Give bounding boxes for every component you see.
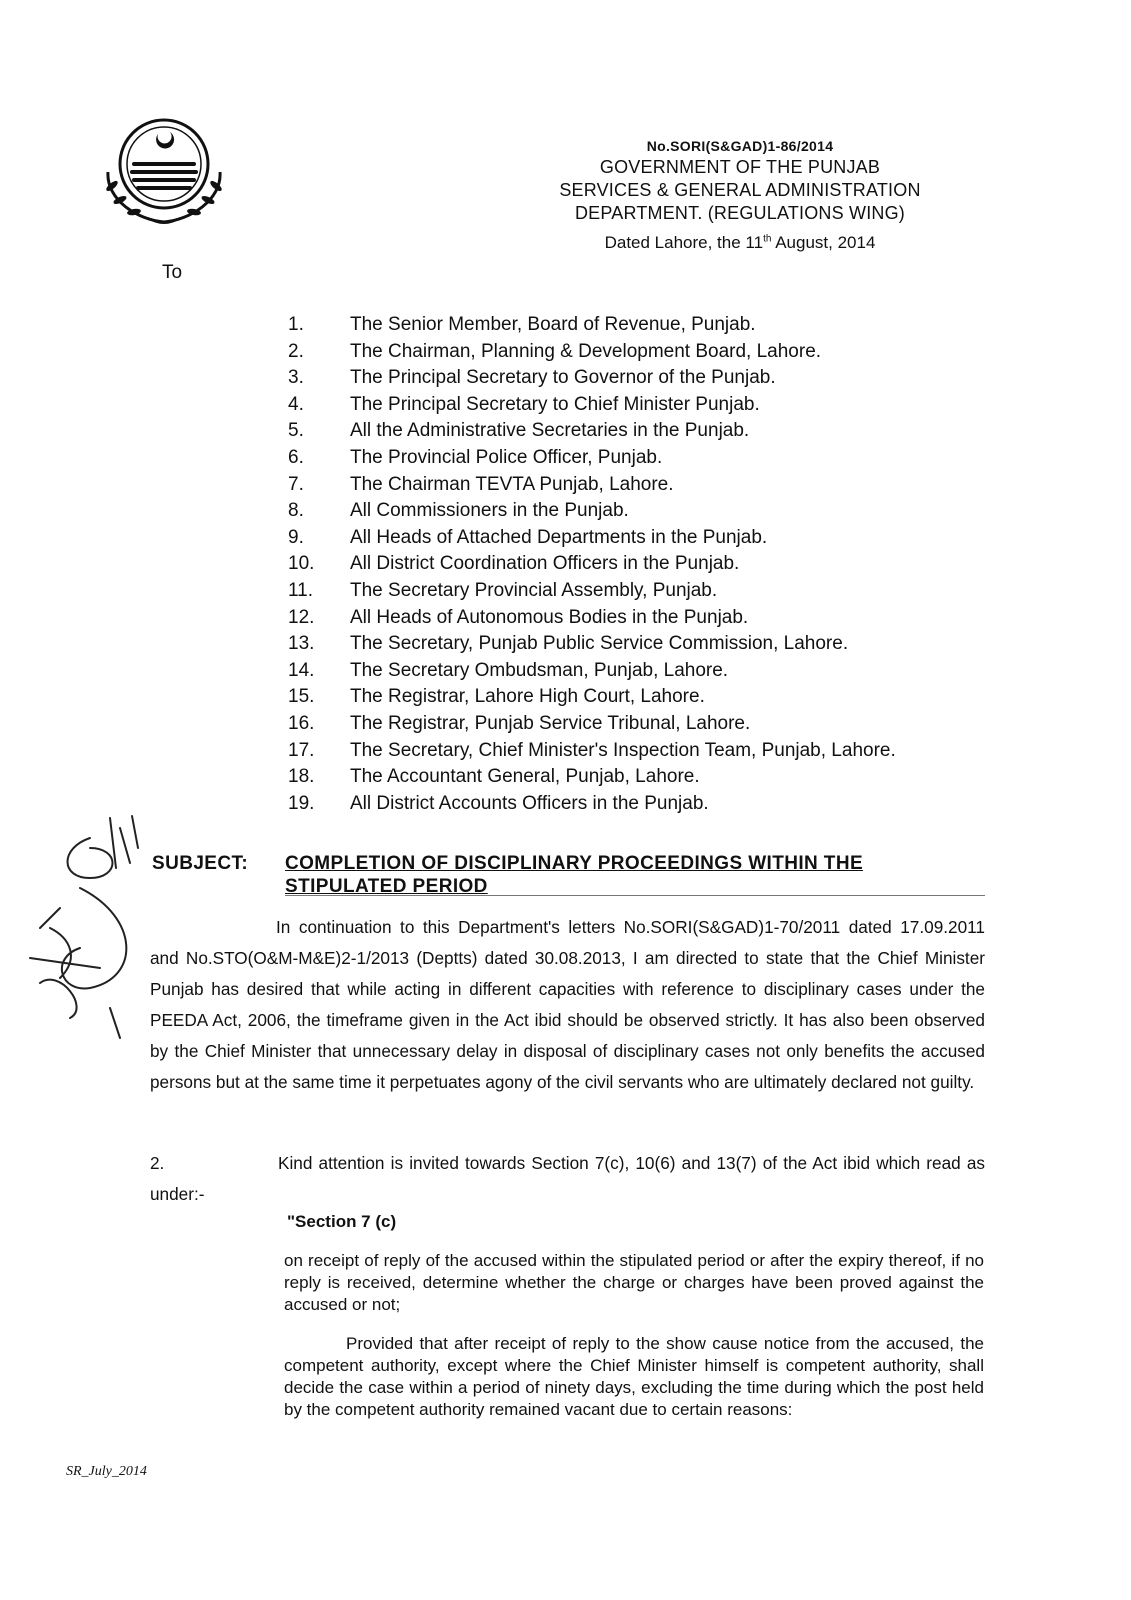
- addressee-item: [288, 578, 1008, 605]
- addressee-item: [288, 312, 1008, 339]
- addressee-number: 17.: [288, 739, 315, 761]
- addressee-item: [288, 472, 1008, 499]
- addressee-number: 3.: [288, 367, 304, 389]
- addressee-item: [288, 738, 1008, 765]
- addressee-item: [288, 525, 1008, 552]
- addressee-number: 1.: [288, 314, 304, 335]
- addressee-text: All Heads of Attached Departments in the Punjab.: [350, 526, 768, 548]
- addressee-item: [288, 418, 1008, 445]
- addressee-number: 11.: [288, 579, 314, 601]
- addressee-item: [288, 339, 1008, 366]
- quoted-proviso: Provided that after receipt of reply to the show cause notice from the accused, the competent authority, except where the Chief Minister himself is competent authority, shall decide the case within a period of ninety days, excluding the time during which the post held by the competent authority remained vacant due to certain reasons:: [284, 1334, 984, 1419]
- addressee-text: The Senior Member, Board of Revenue, Punjab.: [350, 314, 756, 335]
- addressee-text: The Chairman, Planning & Development Board, Lahore.: [350, 340, 822, 362]
- addressee-text: The Principal Secretary to Governor of the Punjab.: [350, 367, 776, 389]
- addressee-text: All District Coordination Officers in the Punjab.: [350, 553, 740, 575]
- addressee-number: 13.: [288, 633, 315, 655]
- paragraph-2: [150, 1148, 985, 1210]
- header-line-department: DEPARTMENT. (REGULATIONS WING): [574, 203, 906, 223]
- addressee-item: [288, 605, 1008, 632]
- addressee-text: All Commissioners in the Punjab.: [350, 500, 629, 522]
- addressee-text: The Provincial Police Officer, Punjab.: [350, 446, 663, 468]
- handwritten-initials-icon: [20, 808, 155, 1048]
- header-line-government: GOVERNMENT OF THE PUNJAB: [599, 157, 881, 177]
- paragraph-2-number: 2.: [150, 1153, 165, 1173]
- addressee-text: The Chairman TEVTA Punjab, Lahore.: [350, 473, 674, 495]
- addressee-number: 4.: [288, 393, 304, 415]
- to-label: To: [162, 262, 183, 283]
- addressee-text: All District Accounts Officers in the Punjab.: [350, 792, 709, 814]
- addressee-item: [288, 658, 1008, 685]
- addressee-text: All the Administrative Secretaries in the Punjab.: [350, 420, 750, 442]
- addressee-item: [288, 392, 1008, 419]
- quoted-clause: on receipt of reply of the accused within the stipulated period or after the expiry thereof, if no reply is received, determine whether the charge or charges have been proved against the accused or not;: [284, 1251, 984, 1314]
- subject-text: [285, 852, 985, 898]
- addressee-number: 2.: [288, 340, 304, 362]
- addressee-text: The Accountant General, Punjab, Lahore.: [350, 766, 700, 788]
- addressee-number: 16.: [288, 712, 315, 734]
- header-line-services: SERVICES & GENERAL ADMINISTRATION: [559, 180, 921, 200]
- addressee-item: [288, 791, 1008, 818]
- letter-header: [520, 138, 960, 253]
- addressee-number: 19.: [288, 792, 315, 814]
- addressee-number: 7.: [288, 473, 304, 495]
- subject-underline: [285, 895, 985, 896]
- addressee-text: The Secretary Provincial Assembly, Punjab.: [350, 579, 718, 601]
- addressee-list: [288, 312, 1008, 817]
- addressee-text: The Registrar, Lahore High Court, Lahore.: [350, 686, 705, 708]
- addressee-number: 9.: [288, 526, 304, 548]
- addressee-number: 15.: [288, 686, 315, 708]
- addressee-text: The Secretary, Chief Minister's Inspection Team, Punjab, Lahore.: [350, 739, 896, 761]
- addressee-text: All Heads of Autonomous Bodies in the Punjab.: [350, 606, 749, 628]
- date-suffix: August, 2014: [771, 233, 876, 252]
- date-ordinal: th: [763, 233, 772, 245]
- addressee-number: 10.: [288, 553, 315, 575]
- reference-number: No.SORI(S&GAD)1-86/2014: [646, 138, 834, 154]
- addressee-text: The Secretary Ombudsman, Punjab, Lahore.: [350, 659, 729, 681]
- subject-label: SUBJECT:: [152, 853, 249, 874]
- addressee-item: [288, 498, 1008, 525]
- paragraph-2-text: Kind attention is invited towards Section 7(c), 10(6) and 13(7) of the Act ibid which read as under:-: [150, 1153, 985, 1204]
- section-heading: "Section 7 (c): [287, 1212, 397, 1231]
- addressee-item: [288, 684, 1008, 711]
- subject-line-2: STIPULATED PERIOD: [285, 876, 488, 897]
- addressee-text: The Registrar, Punjab Service Tribunal, Lahore.: [350, 712, 751, 734]
- paragraph-1: In continuation to this Department's letters No.SORI(S&GAD)1-70/2011 dated 17.09.2011 and No.STO(O&M-M&E)2-1/2013 (Deptts) dated 30.08.2013, I am directed to state that the Chief Minister Punjab has desired that while acting in different capacities with reference to disciplinary cases under the PEEDA Act, 2006, the timeframe given in the Act ibid should be observed strictly. It has also been observed by the Chief Minister that unnecessary delay in disposal of disciplinary cases not only benefits the accused persons but at the same time it perpetuates agony of the civil servants who are ultimately declared not guilty.: [150, 917, 985, 1092]
- addressee-item: [288, 445, 1008, 472]
- punjab-government-emblem-icon: [98, 112, 230, 230]
- addressee-text: The Principal Secretary to Chief Minister Punjab.: [350, 393, 760, 415]
- addressee-item: [288, 365, 1008, 392]
- date-prefix: Dated Lahore, the 11: [604, 233, 764, 252]
- addressee-item: [288, 551, 1008, 578]
- addressee-number: 12.: [288, 606, 315, 628]
- subject-line-1: COMPLETION OF DISCIPLINARY PROCEEDINGS WITHIN THE: [285, 853, 864, 874]
- addressee-item: [288, 764, 1008, 791]
- addressee-number: 8.: [288, 500, 304, 522]
- addressee-item: [288, 711, 1008, 738]
- addressee-text: The Secretary, Punjab Public Service Commission, Lahore.: [350, 633, 849, 655]
- addressee-number: 5.: [288, 420, 304, 442]
- letter-date: [520, 233, 960, 253]
- addressee-number: 14.: [288, 659, 315, 681]
- addressee-number: 6.: [288, 446, 304, 468]
- addressee-number: 18.: [288, 766, 315, 788]
- addressee-item: [288, 631, 1008, 658]
- footer-code: SR_July_2014: [66, 1464, 147, 1479]
